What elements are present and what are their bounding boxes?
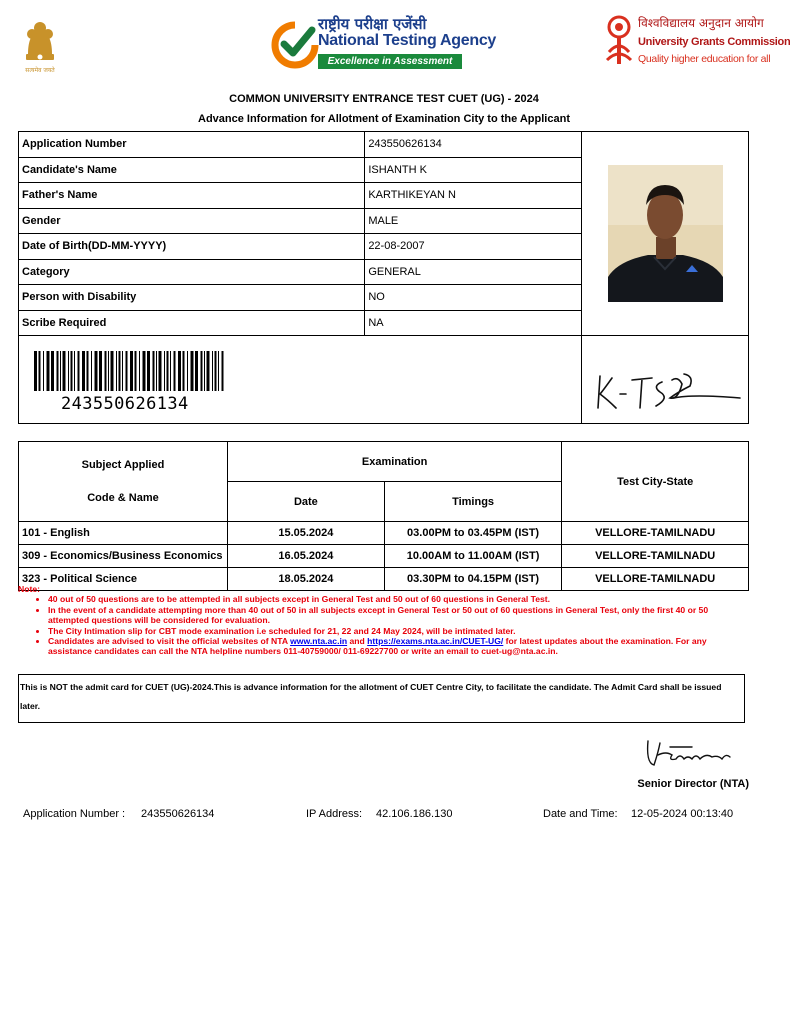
emblem-motto: सत्यमेव जयते	[25, 67, 55, 74]
candidate-signature	[582, 336, 746, 420]
timing-cell: 03.00PM to 03.45PM (IST)	[384, 522, 562, 545]
field-label: Gender	[19, 208, 365, 234]
subject-cell: 101 - English	[19, 522, 228, 545]
field-value: 22-08-2007	[365, 234, 582, 260]
nta-tick-icon	[272, 22, 318, 68]
barcode-number: 243550626134	[61, 393, 189, 414]
note-item: • 40 out of 50 questions are to be attempted in all subjects except in General Test and 50 out of 60 questions in General Test.	[48, 594, 748, 604]
nta-english-name: National Testing Agency	[318, 32, 497, 49]
note-text: for latest updates about the examination. For any assistance candidates can call the NTA helpline numbers 011-40759000/ 011-69227700 or write an email to cuet-ug@nta.ac.in.	[48, 636, 707, 657]
field-value: NO	[365, 285, 582, 311]
note-text: and	[349, 636, 365, 647]
footer-datetime-value: 12-05-2024 00:13:40	[631, 808, 734, 820]
note-text: Candidates are advised to visit the official websites of NTA	[48, 636, 288, 647]
subject-cell: 309 - Economics/Business Economics	[19, 545, 228, 568]
nta-hindi-name: राष्ट्रीय परीक्षा एजेंसी	[318, 15, 427, 33]
signatory-title: Senior Director (NTA)	[637, 778, 749, 790]
code-name-header: Code & Name	[87, 491, 159, 504]
footer-ip-value: 42.106.186.130	[376, 808, 453, 820]
ugc-tagline: Quality higher education for all	[638, 53, 771, 65]
field-value: NA	[365, 310, 582, 336]
table-row	[19, 545, 749, 568]
subject-header-cell	[19, 442, 228, 522]
field-label: Father's Name	[19, 183, 365, 209]
barcode-cell	[19, 336, 582, 424]
examination-header: Examination	[227, 442, 561, 482]
document-subtitle: Advance Information for Allotment of Examination City to the Applicant	[198, 113, 570, 125]
field-value: ISHANTH K	[365, 157, 582, 183]
field-value: MALE	[365, 208, 582, 234]
subject-applied-header: Subject Applied	[81, 458, 165, 471]
table-row	[19, 522, 749, 545]
table-header-row	[19, 442, 749, 482]
signature-cell	[582, 336, 749, 424]
nta-tagline: Excellence in Assessment	[318, 54, 462, 69]
test-city-header: Test City-State	[562, 442, 749, 522]
note-item	[48, 636, 748, 657]
footer-datetime-label: Date and Time:	[543, 808, 618, 820]
field-label: Scribe Required	[19, 310, 365, 336]
timing-cell: 10.00AM to 11.00AM (IST)	[384, 545, 562, 568]
ugc-english-name: University Grants Commission	[638, 36, 790, 48]
table-row	[19, 132, 749, 158]
director-signature	[640, 733, 738, 775]
field-label: Application Number	[19, 132, 365, 158]
field-label: Person with Disability	[19, 285, 365, 311]
field-label: Category	[19, 259, 365, 285]
timings-header: Timings	[384, 482, 562, 522]
barcode-image	[34, 351, 226, 391]
date-header: Date	[227, 482, 384, 522]
date-cell: 15.05.2024	[227, 522, 384, 545]
note-item: • In the event of a candidate attempting more than 40 out of 50 in all subjects except in General Test or 50 out of 60 questions in General Test, only the first 40 or 50 attempted questions will be considered for evaluation.	[48, 605, 748, 626]
subject-cell: 323 - Political Science	[19, 568, 228, 591]
ugc-emblem-icon	[604, 12, 634, 70]
footer-ip-label: IP Address:	[306, 808, 363, 820]
disclaimer-box: This is NOT the admit card for CUET (UG)-2024.This is advance information for the allotment of CUET Centre City, to facilitate the candidate. The Admit Card shall be issued later.	[18, 674, 745, 723]
nta-logo	[272, 14, 497, 72]
nta-website-link[interactable]: www.nta.ac.in	[290, 636, 348, 647]
field-value: GENERAL	[365, 259, 582, 285]
field-value: KARTHIKEYAN N	[365, 183, 582, 209]
timing-cell: 03.30PM to 04.15PM (IST)	[384, 568, 562, 591]
notes-heading: Note:	[18, 584, 40, 594]
photo-cell	[582, 132, 749, 336]
date-cell: 16.05.2024	[227, 545, 384, 568]
ugc-logo	[604, 12, 790, 70]
city-cell: VELLORE-TAMILNADU	[562, 522, 749, 545]
footer-application-number-value: 243550626134	[141, 808, 215, 820]
notes-section	[18, 584, 748, 657]
city-cell: VELLORE-TAMILNADU	[562, 545, 749, 568]
exam-schedule-table	[18, 441, 749, 591]
date-cell: 18.05.2024	[227, 568, 384, 591]
cuet-website-link[interactable]: https://exams.nta.ac.in/CUET-UG/	[367, 636, 504, 647]
footer-application-number-label: Application Number :	[23, 808, 126, 820]
field-value: 243550626134	[365, 132, 582, 158]
notes-list	[18, 594, 748, 656]
candidate-details-table	[18, 131, 749, 424]
note-item: • The City Intimation slip for CBT mode examination i.e scheduled for 21, 22 and 24 May 2024, will be intimated later.	[48, 626, 748, 636]
city-cell: VELLORE-TAMILNADU	[562, 568, 749, 591]
field-label: Candidate's Name	[19, 157, 365, 183]
candidate-photo	[608, 165, 723, 302]
table-row	[19, 336, 749, 424]
field-label: Date of Birth(DD-MM-YYYY)	[19, 234, 365, 260]
document-title: COMMON UNIVERSITY ENTRANCE TEST CUET (UG) - 2024	[229, 93, 539, 105]
ugc-hindi-name: विश्वविद्यालय अनुदान आयोग	[638, 16, 764, 30]
national-emblem-icon	[18, 20, 62, 76]
